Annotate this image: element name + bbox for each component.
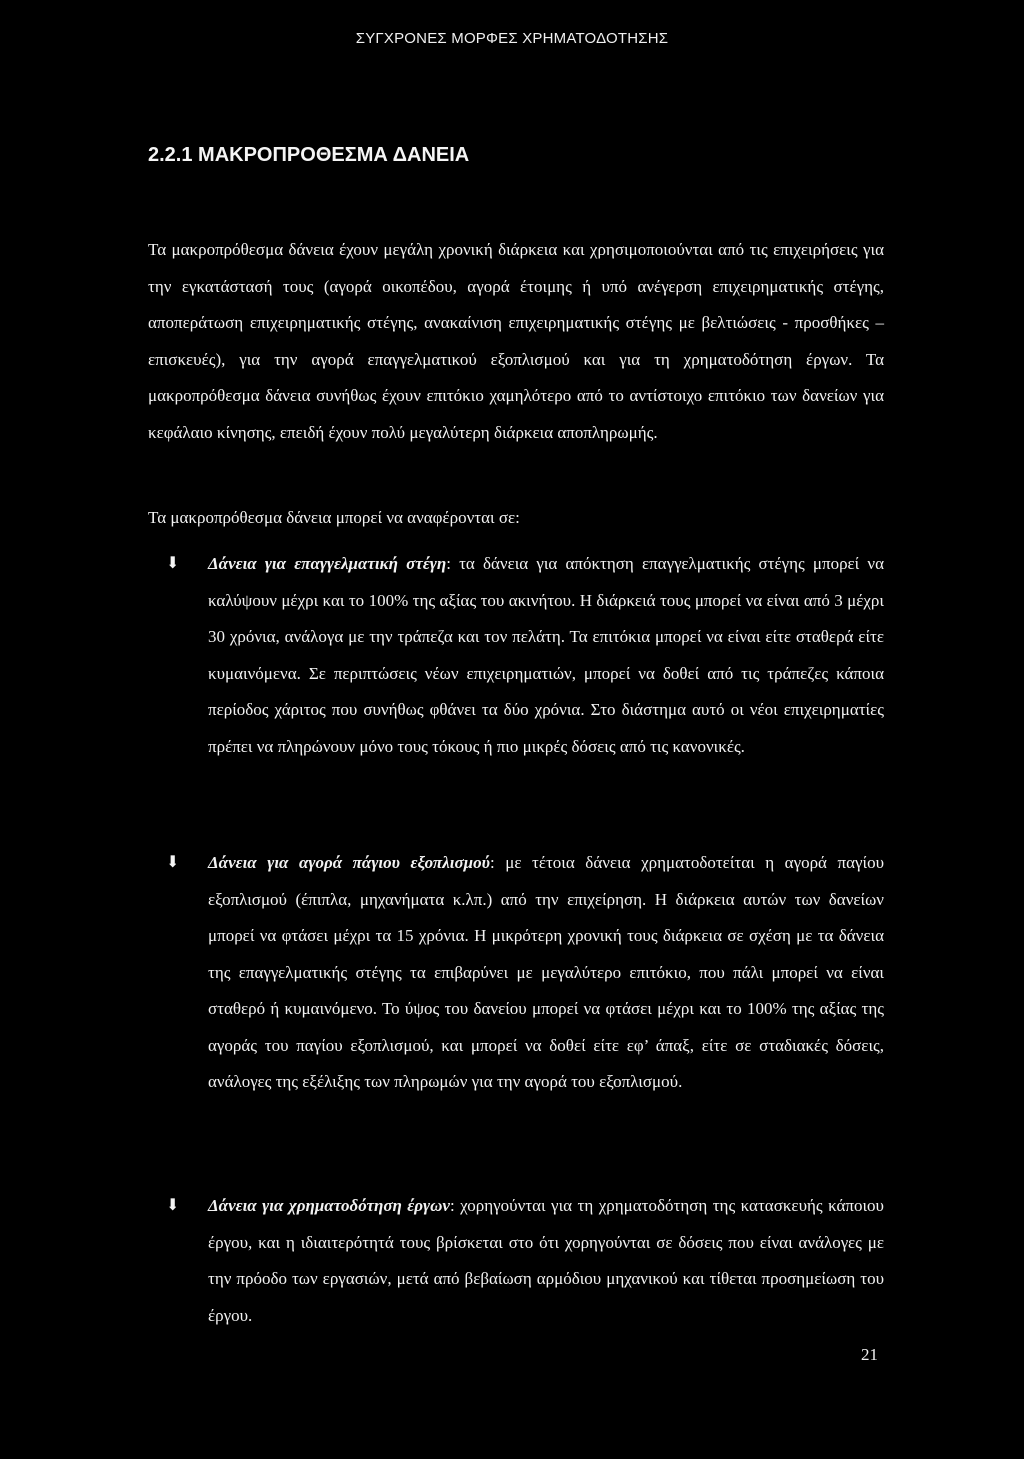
list-item-separator: : — [489, 853, 506, 872]
down-arrow-bullet-icon: ⬇ — [166, 854, 180, 871]
list-item-separator: : — [449, 1196, 461, 1215]
list-item-content — [208, 546, 884, 765]
list-item-content — [208, 845, 884, 1101]
intro-paragraph: Τα μακροπρόθεσμα δάνεια έχουν μεγάλη χρονική διάρκεια και χρησιμοποιούνται από τις επιχειρήσεις για την εγκατάστασή τους (αγορά οικοπέδου, αγορά έτοιμης ή υπό ανέγερση επιχειρηματικής στέγης, αποπεράτωση επιχειρηματικής στέγης, ανακαίνιση επιχειρηματικής στέγης με βελτιώσεις - προσθήκες – επισκευές), για την αγορά επαγγελματικού εξοπλισμού και για τη χρηματοδότηση έργων. Τα μακροπρόθεσμα δάνεια συνήθως έχουν επιτόκιο χαμηλότερο από το αντίστοιχο επιτόκιο των δανείων για κεφάλαιο κίνησης, επειδή έχουν πολύ μεγαλύτερη διάρκεια αποπληρωμής. — [148, 240, 884, 442]
list-item-text: χορηγούνται για τη χρηματοδότηση της κατασκευής κάποιου έργου, και η ιδιαιτερότητά τους βρίσκεται στο ότι χορηγούνται σε δόσεις που είναι ανάλογες με την πρόοδο των εργασιών, μετά από βεβαίωση αρμόδιου μηχανικού και τίθεται προσημείωση του έργου. — [208, 1196, 884, 1325]
list-item-fixed-equipment — [148, 845, 884, 1101]
list-item-text: με τέτοια δάνεια χρηματοδοτείται η αγορά παγίου εξοπλισμού (έπιπλα, μηχανήματα κ.λπ.) από την επιχείρηση. Η διάρκεια αυτών των δανείων μπορεί να φτάσει μέχρι τα 15 χρόνια. Η μικρότερη χρονική τους διάρκεια σε σχέση με τα δάνεια της επαγγελματικής στέγης τα επιβαρύνει με μεγαλύτερο επιτόκιο, που πάλι μπορεί να είναι σταθερό ή κυμαινόμενο. Το ύψος του δανείου μπορεί να φτάσει μέχρι και το 100% της αξίας της αγοράς του παγίου εξοπλισμού, και μπορεί να δοθεί είτε εφ’ άπαξ, είτε σε σταδιακές δόσεις, ανάλογες της εξέλιξης των πληρωμών για την αγορά του εξοπλισμού. — [208, 853, 884, 1091]
list-item-text: τα δάνεια για απόκτηση επαγγελματικής στέγης μπορεί να καλύψουν μέχρι και το 100% της αξίας του ακινήτου. Η διάρκειά τους μπορεί να είναι από 3 μέχρι 30 χρόνια, ανάλογα με την τράπεζα και τον πελάτη. Τα επιτόκια μπορεί να είναι είτε σταθερά είτε κυμαινόμενα. Σε περιπτώσεις νέων επιχειρηματιών, μπορεί να δοθεί από τις τράπεζες κάποια περίοδος χάριτος που συνήθως φθάνει τα δύο χρόνια. Στο διάστημα αυτό οι νέοι επιχειρηματίες πρέπει να πληρώνουν μόνο τους τόκους ή πιο μικρές δόσεις από τις κανονικές. — [208, 554, 884, 756]
list-item-content — [208, 1188, 884, 1334]
list-item-term: Δάνεια για χρηματοδότηση έργων — [208, 1196, 450, 1215]
running-header: ΣΥΓΧΡΟΝΕΣ ΜΟΡΦΕΣ ΧΡΗΜΑΤΟΔΟΤΗΣΗΣ — [355, 30, 669, 47]
list-item-professional-premises — [148, 546, 884, 765]
down-arrow-bullet-icon: ⬇ — [166, 555, 180, 572]
list-item-term: Δάνεια για αγορά πάγιου εξοπλισμού — [208, 853, 490, 872]
list-lead-in: Τα μακροπρόθεσμα δάνεια μπορεί να αναφέρονται σε: — [148, 508, 520, 527]
list-item-project-financing — [148, 1188, 884, 1334]
section-heading: 2.2.1 ΜΑΚΡΟΠΡΟΘΕΣΜΑ ΔΑΝΕΙΑ — [148, 144, 470, 166]
list-item-separator: : — [446, 554, 460, 573]
list-item-term: Δάνεια για επαγγελματική στέγη — [208, 554, 447, 573]
page-number: 21 — [861, 1345, 878, 1364]
down-arrow-bullet-icon: ⬇ — [166, 1197, 180, 1214]
